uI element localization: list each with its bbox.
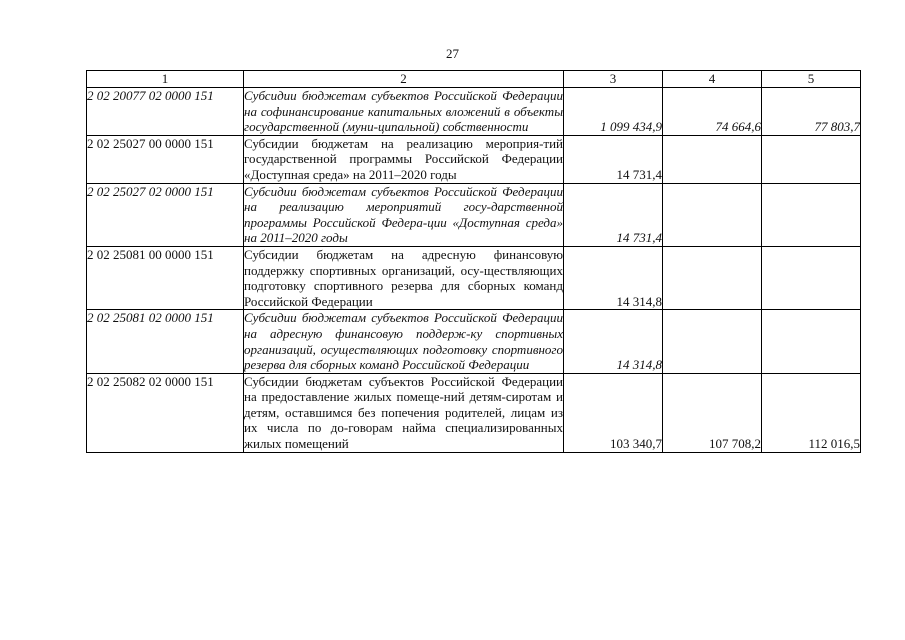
budget-code-cell: 2 02 25081 02 0000 151	[87, 310, 244, 373]
value-col-3-cell: 14 731,4	[564, 183, 663, 246]
header-col-1: 1	[87, 71, 244, 88]
budget-code-cell: 2 02 25027 02 0000 151	[87, 183, 244, 246]
value-col-5-cell: 77 803,7	[762, 88, 861, 136]
description-cell: Субсидии бюджетам субъектов Российской Федерации на адресную финансовую поддерж-ку спортивных организаций, осуществляющих подготовку спортивного резерва для сборных команд Российской Федерации	[244, 310, 563, 373]
header-col-4: 4	[663, 71, 762, 88]
value-col-3-cell: 103 340,7	[564, 373, 663, 452]
description-cell: Субсидии бюджетам субъектов Российской Федерации на реализацию мероприятий госу-дарственной программы Российской Федера-ции «Доступная среда» на 2011–2020 годы	[244, 183, 563, 246]
value-col-5-cell	[762, 310, 861, 373]
table-row	[87, 373, 861, 452]
header-col-5: 5	[762, 71, 861, 88]
budget-code-cell: 2 02 20077 02 0000 151	[87, 88, 244, 136]
budget-code-cell: 2 02 25081 00 0000 151	[87, 246, 244, 309]
value-col-4-cell: 107 708,2	[663, 373, 762, 452]
value-col-5-cell	[762, 183, 861, 246]
table-row	[87, 310, 861, 373]
value-col-4-cell	[663, 183, 762, 246]
description-cell: Субсидии бюджетам на реализацию мероприя-тий государственной программы Российской Федерации «Доступная среда» на 2011–2020 годы	[244, 135, 563, 182]
value-col-4-cell: 74 664,6	[663, 88, 762, 136]
page-number: 27	[446, 46, 459, 61]
header-col-3: 3	[564, 71, 663, 88]
table-row	[87, 246, 861, 309]
value-col-4-cell	[663, 310, 762, 373]
description-cell: Субсидии бюджетам субъектов Российской Федерации на софинансирование капитальных вложений в объекты государственной (муни-ципальной) собственности	[244, 88, 563, 135]
value-col-3-cell: 1 099 434,9	[564, 88, 663, 136]
value-col-4-cell	[663, 135, 762, 183]
value-col-3-cell: 14 731,4	[564, 135, 663, 183]
description-cell: Субсидии бюджетам на адресную финансовую поддержку спортивных организаций, осу-ществляющих подготовку спортивного резерва для сборных команд Российской Федерации	[244, 246, 563, 309]
value-col-5-cell: 112 016,5	[762, 373, 861, 452]
budget-table	[86, 70, 861, 453]
value-col-3-cell: 14 314,8	[564, 246, 663, 309]
table-header-row	[87, 71, 861, 88]
table-row	[87, 135, 861, 183]
header-col-2: 2	[244, 71, 564, 88]
budget-code-cell: 2 02 25027 00 0000 151	[87, 135, 244, 183]
table-row	[87, 183, 861, 246]
value-col-5-cell	[762, 135, 861, 183]
value-col-4-cell	[663, 246, 762, 309]
value-col-5-cell	[762, 246, 861, 309]
value-col-3-cell: 14 314,8	[564, 310, 663, 373]
budget-code-cell: 2 02 25082 02 0000 151	[87, 373, 244, 452]
description-cell: Субсидии бюджетам субъектов Российской Федерации на предоставление жилых помеще-ний детям-сиротам и детям, оставшимся без попечения родителей, лицам из их числа по до-говорам найма специализированных жилых помещений	[244, 373, 563, 452]
table-row	[87, 88, 861, 136]
